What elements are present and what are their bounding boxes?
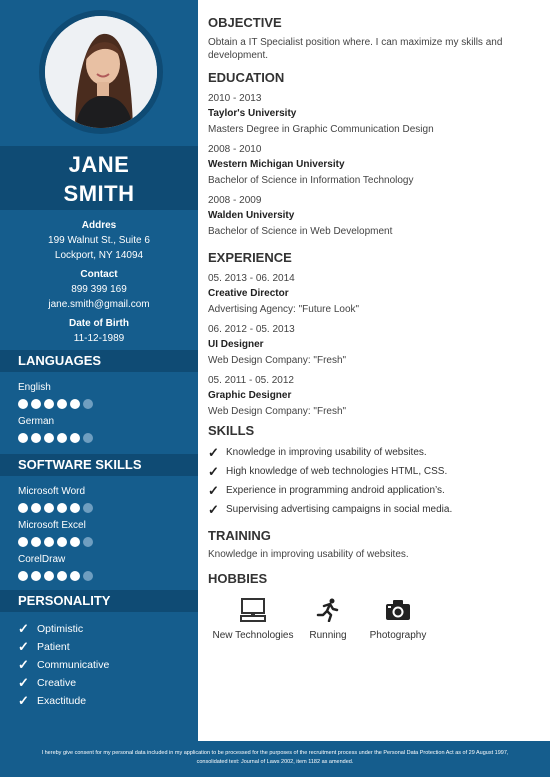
education-years: 2010 - 2013 bbox=[208, 93, 262, 104]
experience-dates: 05. 2013 - 06. 2014 bbox=[208, 273, 295, 284]
personality-item bbox=[18, 638, 109, 656]
check-icon: ✓ bbox=[18, 675, 29, 690]
software-skills-heading: SOFTWARE SKILLS bbox=[0, 454, 198, 476]
language-rating bbox=[18, 433, 93, 443]
contact-label: Contact bbox=[80, 269, 118, 280]
hobby-label: New Technologies bbox=[212, 630, 294, 641]
rating-dot bbox=[57, 399, 67, 409]
check-icon: ✓ bbox=[18, 639, 29, 654]
objective-text: Obtain a IT Specialist position where. I can maximize my skills and development. bbox=[208, 37, 503, 61]
skill-item bbox=[208, 443, 538, 462]
check-icon: ✓ bbox=[18, 657, 29, 672]
rating-dot bbox=[83, 537, 93, 547]
education-section bbox=[208, 70, 538, 238]
personality-item bbox=[18, 692, 109, 710]
rating-dot bbox=[70, 571, 80, 581]
hobbies-heading-wrap bbox=[208, 571, 538, 587]
phone: 899 399 169 bbox=[71, 284, 127, 295]
education-degree: Bachelor of Science in Information Technology bbox=[208, 175, 414, 186]
software-label: CorelDraw bbox=[18, 554, 66, 565]
education-item bbox=[208, 92, 538, 136]
rating-dot bbox=[44, 399, 54, 409]
software-list bbox=[18, 485, 93, 587]
rating-dot bbox=[70, 399, 80, 409]
skill-item bbox=[208, 500, 538, 519]
personality-item bbox=[18, 674, 109, 692]
dob: 11-12-1989 bbox=[73, 333, 125, 344]
skills-section bbox=[208, 423, 538, 519]
software-rating bbox=[18, 537, 93, 547]
rating-dot bbox=[31, 503, 41, 513]
language-item bbox=[18, 381, 93, 415]
languages-heading: LANGUAGES bbox=[0, 350, 198, 372]
education-degree: Masters Degree in Graphic Communication Design bbox=[208, 124, 434, 135]
education-school: Western Michigan University bbox=[208, 159, 345, 170]
objective-heading: OBJECTIVE bbox=[208, 15, 282, 30]
personality-label: Exactitude bbox=[37, 695, 87, 707]
software-item bbox=[18, 519, 93, 553]
skill-item bbox=[208, 462, 538, 481]
rating-dot bbox=[57, 537, 67, 547]
rating-dot bbox=[18, 503, 28, 513]
software-item bbox=[18, 485, 93, 519]
experience-role: UI Designer bbox=[208, 339, 264, 350]
personality-item bbox=[18, 620, 109, 638]
software-rating bbox=[18, 571, 93, 581]
check-icon: ✓ bbox=[208, 463, 219, 479]
hobbies-list bbox=[208, 598, 438, 641]
check-icon: ✓ bbox=[208, 444, 219, 460]
rating-dot bbox=[57, 433, 67, 443]
experience-item bbox=[208, 323, 538, 367]
skill-text: High knowledge of web technologies HTML, CSS. bbox=[226, 466, 448, 477]
rating-dot bbox=[31, 571, 41, 581]
rating-dot bbox=[18, 399, 28, 409]
objective-section bbox=[208, 15, 538, 62]
hobby-label: Running bbox=[309, 630, 347, 641]
rating-dot bbox=[44, 503, 54, 513]
language-label: English bbox=[18, 382, 51, 393]
hobby-item bbox=[298, 598, 358, 641]
rating-dot bbox=[70, 537, 80, 547]
language-rating bbox=[18, 399, 93, 409]
hobbies-heading: HOBBIES bbox=[208, 571, 268, 586]
experience-item bbox=[208, 374, 538, 418]
rating-dot bbox=[44, 537, 54, 547]
rating-dot bbox=[31, 399, 41, 409]
rating-dot bbox=[57, 503, 67, 513]
check-icon: ✓ bbox=[18, 693, 29, 708]
name-banner bbox=[0, 146, 198, 210]
profile-photo bbox=[45, 16, 157, 128]
rating-dot bbox=[83, 433, 93, 443]
skill-text: Experience in programming android application’s. bbox=[226, 485, 445, 496]
hobby-label: Photography bbox=[369, 630, 427, 641]
experience-role: Graphic Designer bbox=[208, 390, 292, 401]
computer-icon bbox=[208, 598, 298, 622]
experience-company: Web Design Company: "Fresh" bbox=[208, 406, 347, 417]
experience-heading: EXPERIENCE bbox=[208, 250, 292, 265]
language-label: German bbox=[18, 416, 55, 427]
sidebar bbox=[0, 0, 198, 741]
rating-dot bbox=[31, 433, 41, 443]
data-consent-footer: I hereby give consent for my personal data included in my application to be processed for the purposes of the recruitment process under the Personal Data Protection Act as of 29 August 1997, consolidated text: Journal of Laws 2002, item 1182 as amended. bbox=[0, 741, 550, 777]
personality-label: Patient bbox=[37, 641, 70, 653]
education-years: 2008 - 2010 bbox=[208, 144, 262, 155]
experience-dates: 06. 2012 - 05. 2013 bbox=[208, 324, 295, 335]
training-heading: TRAINING bbox=[208, 528, 271, 543]
camera-icon bbox=[358, 598, 438, 622]
education-item bbox=[208, 143, 538, 187]
dob-label: Date of Birth bbox=[69, 318, 129, 329]
running-icon bbox=[298, 598, 358, 622]
language-item bbox=[18, 415, 93, 449]
skill-text: Knowledge in improving usability of websites. bbox=[226, 447, 427, 458]
rating-dot bbox=[57, 571, 67, 581]
languages-list bbox=[18, 381, 93, 449]
experience-company: Advertising Agency: "Future Look" bbox=[208, 304, 360, 315]
rating-dot bbox=[83, 399, 93, 409]
email[interactable]: jane.smith@gmail.com bbox=[48, 299, 150, 310]
rating-dot bbox=[31, 537, 41, 547]
rating-dot bbox=[18, 433, 28, 443]
experience-item bbox=[208, 272, 538, 316]
experience-role: Creative Director bbox=[208, 288, 289, 299]
hobby-item bbox=[358, 598, 438, 641]
personality-list bbox=[18, 620, 109, 710]
experience-company: Web Design Company: "Fresh" bbox=[208, 355, 347, 366]
address-label: Addres bbox=[81, 220, 117, 231]
software-label: Microsoft Word bbox=[18, 486, 86, 497]
address-line1: 199 Walnut St., Suite 6 bbox=[48, 235, 150, 246]
check-icon: ✓ bbox=[208, 482, 219, 498]
experience-dates: 05. 2011 - 05. 2012 bbox=[208, 375, 294, 386]
training-text: Knowledge in improving usability of websites. bbox=[208, 549, 409, 560]
check-icon: ✓ bbox=[208, 501, 219, 517]
check-icon: ✓ bbox=[18, 621, 29, 636]
rating-dot bbox=[44, 433, 54, 443]
skill-item bbox=[208, 481, 538, 500]
experience-section bbox=[208, 250, 538, 418]
personality-heading: PERSONALITY bbox=[0, 590, 198, 612]
first-name: JANE bbox=[68, 152, 130, 177]
personality-label: Optimistic bbox=[37, 623, 84, 635]
software-rating bbox=[18, 503, 93, 513]
rating-dot bbox=[44, 571, 54, 581]
hobby-item bbox=[208, 598, 298, 641]
software-item bbox=[18, 553, 93, 587]
rating-dot bbox=[83, 571, 93, 581]
education-school: Walden University bbox=[208, 210, 295, 221]
education-item bbox=[208, 194, 538, 238]
profile-photo-frame bbox=[39, 10, 163, 134]
rating-dot bbox=[70, 433, 80, 443]
training-section bbox=[208, 528, 538, 561]
skill-text: Supervising advertising campaigns in social media. bbox=[226, 504, 453, 515]
address-line2: Lockport, NY 14094 bbox=[54, 250, 144, 261]
rating-dot bbox=[18, 537, 28, 547]
personality-label: Communicative bbox=[37, 659, 110, 671]
education-school: Taylor's University bbox=[208, 108, 297, 119]
education-years: 2008 - 2009 bbox=[208, 195, 262, 206]
education-degree: Bachelor of Science in Web Development bbox=[208, 226, 393, 237]
software-label: Microsoft Excel bbox=[18, 520, 86, 531]
education-heading: EDUCATION bbox=[208, 70, 285, 85]
rating-dot bbox=[70, 503, 80, 513]
rating-dot bbox=[83, 503, 93, 513]
last-name: SMITH bbox=[63, 181, 135, 206]
skills-heading: SKILLS bbox=[208, 423, 255, 438]
rating-dot bbox=[18, 571, 28, 581]
personality-label: Creative bbox=[37, 677, 77, 689]
contact-info bbox=[0, 218, 198, 346]
personality-item bbox=[18, 656, 109, 674]
skills-list bbox=[208, 443, 538, 519]
